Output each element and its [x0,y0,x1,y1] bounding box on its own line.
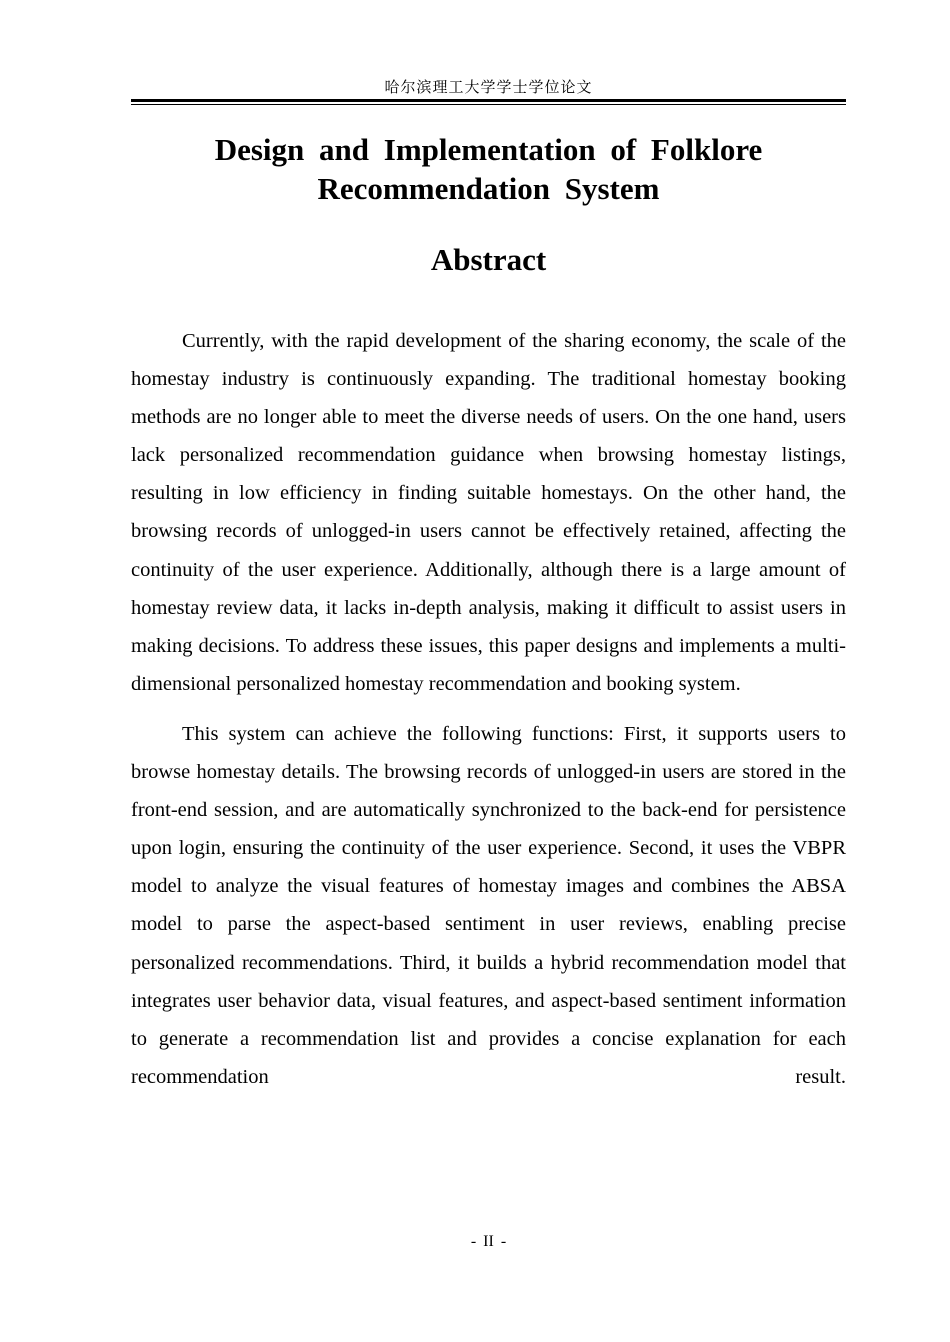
running-header: 哈尔滨理工大学学士学位论文 [384,80,593,96]
abstract-heading: Abstract [430,242,547,277]
page-number: - II - [470,1233,507,1250]
abstract-paragraph-2: This system can achieve the following functions: First, it supports users to browse homestay details. The browsing records of unlogged-in users are stored in the front-end session, and are automatically synchronized to the back-end for persistence upon login, ensuring the continuity of the user experience. Second, it uses the VBPR model to analyze the visual features of homestay images and combines the ABSA model to parse the aspect-based sentiment in user reviews, enabling precise personalized recommendations. Third, it builds a hybrid recommendation model that integrates user behavior data, visual features, and aspect-based sentiment information to generate a recommendation list and provides a concise explanation for each recommendation result. [131,722,846,1088]
abstract-body [131,322,846,1108]
abstract-paragraph-1: Currently, with the rapid development of the sharing economy, the scale of the homestay industry is continuously expanding. The traditional homestay booking methods are no longer able to meet the diverse needs of users. On the one hand, users lack personalized recommendation guidance when browsing homestay listings, resulting in low efficiency in finding suitable homestays. On the other hand, the browsing records of unlogged-in users cannot be effectively retained, affecting the continuity of the user experience. Additionally, although there is a large amount of homestay review data, it lacks in-depth analysis, making it difficult to assist users in making decisions. To address these issues, this paper designs and implements a multi-dimensional personalized homestay recommendation and booking system. [131,330,846,695]
paper-title-line-2: Recommendation System [317,171,660,206]
header-rule-thin [131,104,846,105]
header-rule-thick [131,99,846,102]
paper-title [131,130,846,208]
paper-title-line-1: Design and Implementation of Folklore [214,132,763,167]
